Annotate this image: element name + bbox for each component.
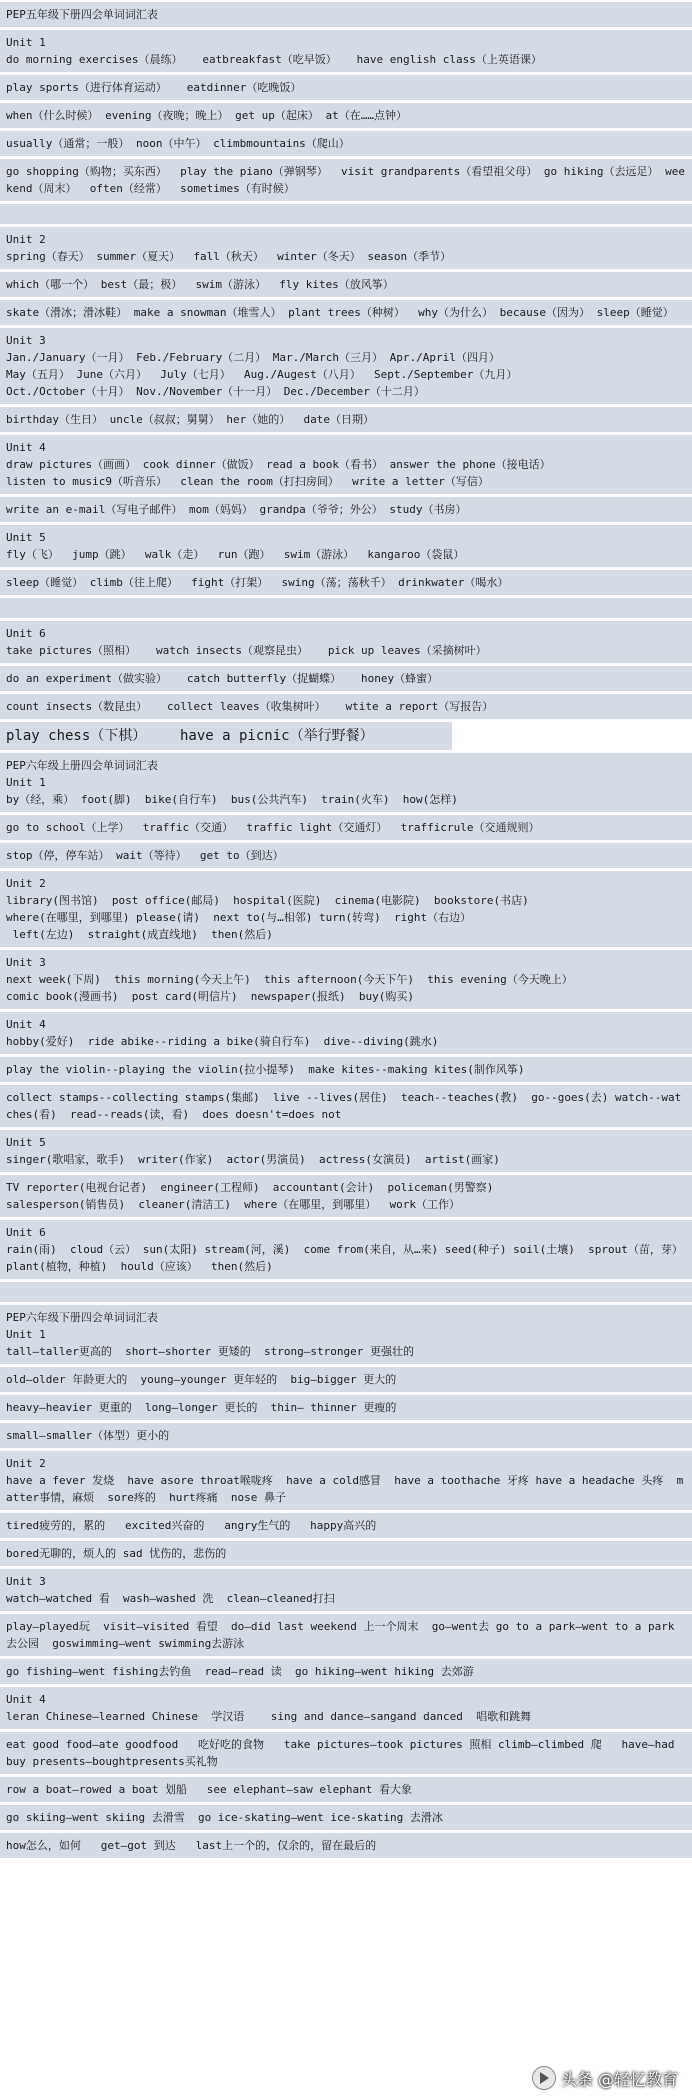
vocab-row: Unit 4 draw pictures（画画） cook dinner（做饭） read a book（看书） answer the phone（接电话） listen to music9（听音乐） clean the room（打扫房间） write a letter（写信） bbox=[0, 435, 692, 494]
vocab-row: old—older 年龄更大的 young—younger 更年轻的 big—bigger 更大的 bbox=[0, 1367, 692, 1392]
watermark-text: 头条 @轻忆教育 bbox=[560, 2069, 678, 2089]
blank-row bbox=[0, 204, 692, 224]
vocab-row: which（哪一个） best（最；极） swim（游泳） fly kites（放风筝） bbox=[0, 272, 692, 297]
vocab-row: Unit 3 next week(下周) this morning(今天上午) this afternoon(今天下午) this evening（今天晚上） comic book(漫画书) post card(明信片) newspaper(报纸) buy(购买) bbox=[0, 950, 692, 1009]
vocab-row: row a boat—rowed a boat 划船 see elephant—saw elephant 看大象 bbox=[0, 1777, 692, 1802]
vocab-row: TV reporter(电视台记者) engineer(工程师) accountant(会计) policeman(男警察) salesperson(销售员) cleaner(清洁工) where（在哪里，到哪里） work（工作） bbox=[0, 1175, 692, 1217]
vocab-row: small—smaller（体型）更小的 bbox=[0, 1423, 692, 1448]
vocab-row: PEP六年级下册四会单词词汇表 Unit 1 tall—taller更高的 short—shorter 更矮的 strong—stronger 更强壮的 bbox=[0, 1305, 692, 1364]
section-title: PEP五年级下册四会单词词汇表 bbox=[0, 2, 692, 27]
vocab-row: PEP六年级上册四会单词词汇表 Unit 1 by（经，乘） foot(脚) bike(自行车) bus(公共汽车) train(火车) how(怎样) bbox=[0, 753, 692, 812]
vocab-row: Unit 1 do morning exercises（晨练） eatbreakfast（吃早饭） have english class（上英语课） bbox=[0, 30, 692, 72]
vocab-row: Unit 4 hobby(爱好) ride abike--riding a bike(骑自行车) dive--diving(跳水) bbox=[0, 1012, 692, 1054]
play-logo-icon bbox=[532, 2066, 556, 2090]
vocab-row: Unit 2 have a fever 发烧 have asore throat喉咙疼 have a cold感冒 have a toothache 牙疼 have a headache 头疼 matter事情，麻烦 sore疼的 hurt疼痛 nose 鼻子 bbox=[0, 1451, 692, 1510]
vocab-row: count insects（数昆虫） collect leaves（收集树叶） wtite a report（写报告） bbox=[0, 694, 692, 719]
vocab-row: Unit 5 singer(歌唱家，歌手) writer(作家) actor(男演员) actress(女演员) artist(画家) bbox=[0, 1130, 692, 1172]
vocab-row: go to school（上学） traffic（交通） traffic light（交通灯） trafficrule（交通规则） bbox=[0, 815, 692, 840]
vocab-row: how怎么，如何 get—got 到达 last上一个的，仅余的，留在最后的 bbox=[0, 1833, 692, 1858]
vocab-row: usually（通常；一般） noon（中午） climbmountains（爬山） bbox=[0, 131, 692, 156]
vocab-row: birthday（生日） uncle（叔叔；舅舅） her（她的） date（日期） bbox=[0, 407, 692, 432]
vocab-row: go fishing—went fishing去钓鱼 read—read 读 go hiking—went hiking 去郊游 bbox=[0, 1659, 692, 1684]
watermark bbox=[532, 2066, 678, 2090]
vocab-row: Unit 2 spring（春天） summer（夏天） fall（秋天） winter（冬天） season（季节） bbox=[0, 227, 692, 269]
vocab-row: Unit 5 fly（飞） jump（跳） walk（走） run（跑） swim（游泳） kangaroo（袋鼠） bbox=[0, 525, 692, 567]
vocab-row: collect stamps--collecting stamps(集邮) live --lives(居住) teach--teaches(教) go--goes(去) watch--watches(看) read--reads(读，看) does doesn't=does not bbox=[0, 1085, 692, 1127]
vocab-row: Unit 3 watch—watched 看 wash—washed 洗 clean—cleaned打扫 bbox=[0, 1569, 692, 1611]
vocab-row: Unit 2 library(图书馆) post office(邮局) hospital(医院) cinema(电影院) bookstore(书店) where(在哪里，到哪里) please(请) next to(与…相邻) turn(转弯) right（右边） left(左边) straight(成直线地) then(然后) bbox=[0, 871, 692, 947]
vocab-row: play the violin--playing the violin(拉小提琴) make kites--making kites(制作风筝) bbox=[0, 1057, 692, 1082]
vocab-row: Unit 3 Jan./January（一月） Feb./February（二月） Mar./March（三月） Apr./April（四月） May（五月） June（六月） July（七月） Aug./Augest（八月） Sept./September（九月） Oct./October（十月） Nov./November（十一月） Dec./December（十二月） bbox=[0, 328, 692, 404]
blank-row bbox=[0, 1282, 692, 1302]
vocab-row: skate（滑冰；滑冰鞋） make a snowman（堆雪人） plant trees（种树） why（为什么） because（因为） sleep（睡觉） bbox=[0, 300, 692, 325]
vocab-row: bored无聊的，烦人的 sad 忧伤的，悲伤的 bbox=[0, 1541, 692, 1566]
vocab-row: sleep（睡觉） climb（往上爬） fight（打架） swing（荡；荡秋千） drinkwater（喝水） bbox=[0, 570, 692, 595]
vocab-row: go skiing—went skiing 去滑雪 go ice-skating—went ice-skating 去滑冰 bbox=[0, 1805, 692, 1830]
vocab-row: Unit 6 take pictures（照相） watch insects（观察昆虫） pick up leaves（采摘树叶） bbox=[0, 621, 692, 663]
vocab-row: do an experiment（做实验） catch butterfly（捉蝴蝶） honey（蜂蜜） bbox=[0, 666, 692, 691]
blank-row bbox=[0, 598, 692, 618]
vocab-row: tired疲劳的，累的 excited兴奋的 angry生气的 happy高兴的 bbox=[0, 1513, 692, 1538]
vocab-row: Unit 6 rain(雨) cloud（云） sun(太阳) stream(河，溪) come from(来自，从…来) seed(种子) soil(土壤) sprout（苗，芽） plant(植物，种植) hould（应该） then(然后) bbox=[0, 1220, 692, 1279]
vocab-row: play—played玩 visit—visited 看望 do—did last weekend 上一个周末 go—went去 go to a park—went to a park 去公园 goswimming—went swimming去游泳 bbox=[0, 1614, 692, 1656]
vocab-row: stop（停，停车站） wait（等待） get to（到达） bbox=[0, 843, 692, 868]
vocab-row: play sports（进行体育运动） eatdinner（吃晚饭） bbox=[0, 75, 692, 100]
vocab-row: play chess（下棋） have a picnic（举行野餐） bbox=[0, 722, 452, 750]
vocab-row: when（什么时候） evening（夜晚；晚上） get up（起床） at（在……点钟） bbox=[0, 103, 692, 128]
vocab-row: write an e-mail（写电子邮件） mom（妈妈） grandpa（爷爷；外公） study（书房） bbox=[0, 497, 692, 522]
vocab-row: go shopping（购物；买东西） play the piano（弹钢琴） visit grandparents（看望祖父母） go hiking（去远足） weekend（周末） often（经常） sometimes（有时候） bbox=[0, 159, 692, 201]
vocab-row: eat good food—ate goodfood 吃好吃的食物 take pictures—took pictures 照相 climb—climbed 爬 have—had buy presents—boughtpresents买礼物 bbox=[0, 1732, 692, 1774]
vocab-row: heavy—heavier 更重的 long—longer 更长的 thin— thinner 更瘦的 bbox=[0, 1395, 692, 1420]
vocab-row: Unit 4 leran Chinese—learned Chinese 学汉语 sing and dance—sangand danced 唱歌和跳舞 bbox=[0, 1687, 692, 1729]
